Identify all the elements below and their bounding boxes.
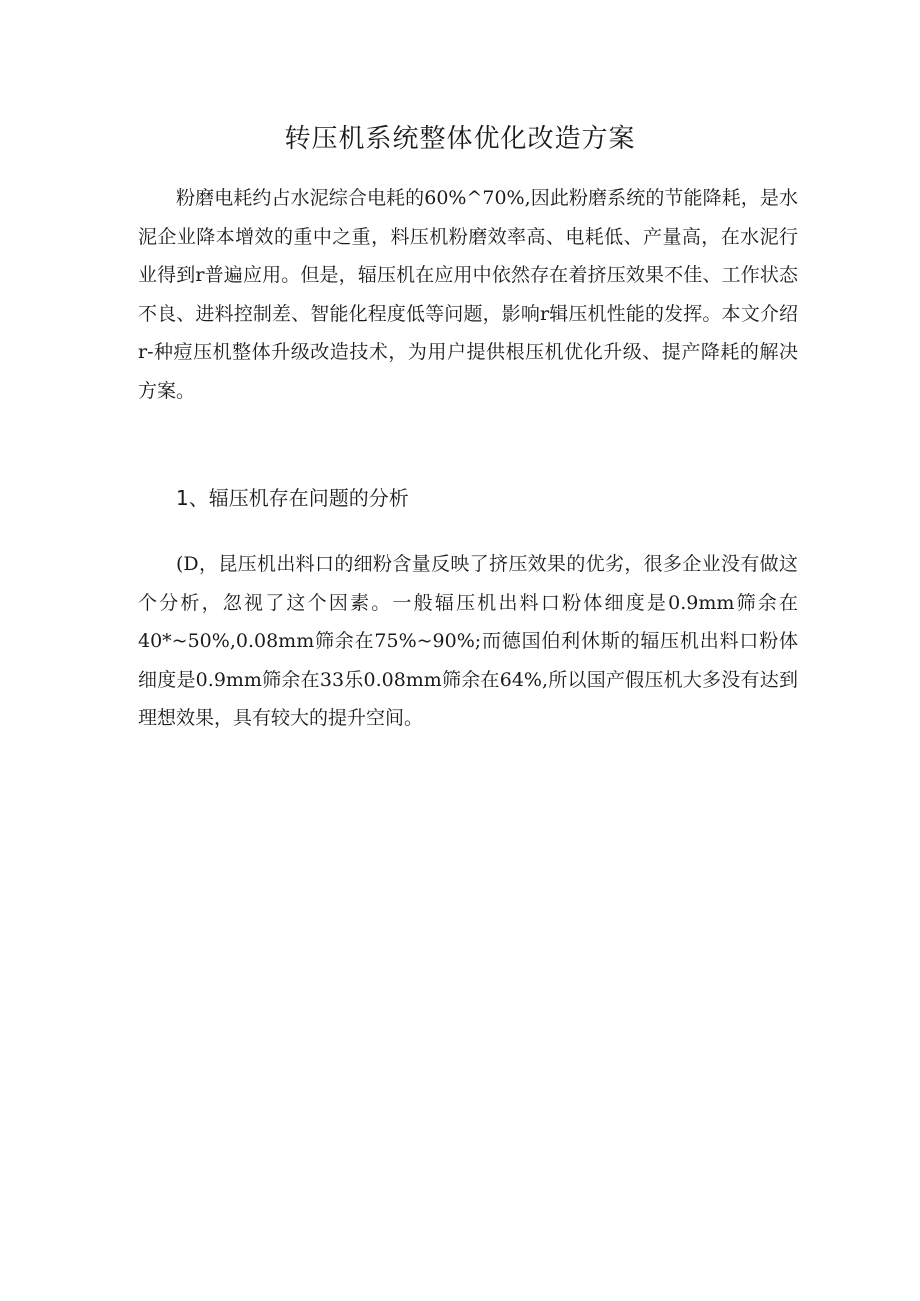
- section-paragraph: (D，昆压机出料口的细粉含量反映了挤压效果的优劣，很多企业没有做这个分析，忽视了这个因素。一般辐压机出料口粉体细度是0.9mm筛余在40*~50%,0.08mm筛余在75%~90%;而德国伯利休斯的辐压机出料口粉体细度是0.9mm筛余在33乐0.08mm筛余在64%,所以国产假压机大多没有达到理想效果，具有较大的提升空间。: [138, 553, 798, 729]
- document-title: 转压机系统整体优化改造方案: [284, 124, 636, 154]
- section-heading: 1、辐压机存在问题的分析: [176, 486, 409, 510]
- intro-paragraph: 粉磨电耗约占水泥综合电耗的60%^70%,因此粉磨系统的节能降耗，是水泥企业降本增效的重中之重，料压机粉磨效率高、电耗低、产量高，在水泥行业得到r普遍应用。但是，辐压机在应用中依然存在着挤压效果不佳、工作状态不良、进料控制差、智能化程度低等问题，影响r辑压机性能的发挥。本文介绍r-种痘压机整体升级改造技术，为用户提供根压机优化升级、提产降耗的解决方案。: [138, 187, 798, 402]
